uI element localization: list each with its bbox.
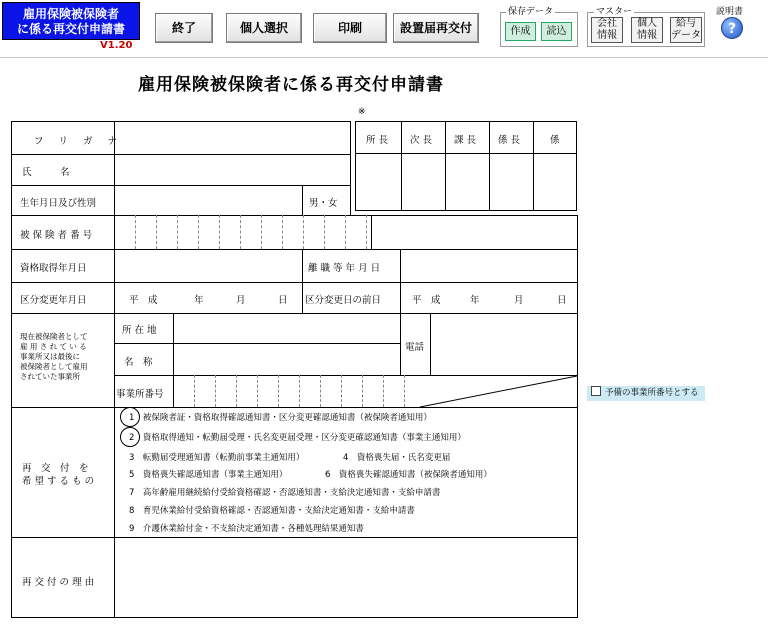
- reissue-option-1[interactable]: 1 被保険者証・資格取得確認通知書・区分変更確認通知書（被保険者通知用）: [129, 413, 432, 423]
- help-label: 説明書: [716, 7, 744, 17]
- insured-no-digit-divider: [366, 215, 367, 249]
- class-prev-year: 年: [470, 295, 480, 306]
- office-no-diagonal: [420, 375, 578, 408]
- create-button[interactable]: 作成: [505, 22, 536, 41]
- furigana-label: フ リ ガ ナ: [34, 136, 124, 147]
- office-no-digit-divider: [362, 375, 363, 407]
- insured-no-digit-divider: [240, 215, 241, 249]
- insured-no-digit-divider: [303, 215, 304, 249]
- insured-no-digit-divider: [198, 215, 199, 249]
- office-no-digit-divider: [320, 375, 321, 407]
- class-change-day: 日: [278, 295, 288, 306]
- app-badge-line1: 雇用保険被保険者: [22, 7, 119, 21]
- personal-info-button[interactable]: 個人 情報: [631, 17, 663, 43]
- spare-office-checkbox[interactable]: [587, 386, 705, 401]
- approval-head-2: 次 長: [410, 135, 433, 146]
- spare-office-checkbox-label: 予備の事業所番号とする: [605, 388, 699, 398]
- class-prev-era: 平 成: [412, 295, 441, 306]
- load-button[interactable]: 読込: [541, 22, 572, 41]
- workplace-name-label: 名 称: [124, 357, 153, 368]
- office-no-digit-divider: [236, 375, 237, 407]
- exit-button[interactable]: 終了: [155, 13, 213, 43]
- reissue-option-2[interactable]: 2 資格取得通知・転勤届受理・氏名変更届受理・区分変更確認通知書（事業主通知用）: [129, 433, 466, 443]
- insured-no-digit-divider: [177, 215, 178, 249]
- class-change-era: 平 成: [129, 295, 158, 306]
- checkbox-icon[interactable]: [591, 386, 601, 396]
- reissue-option-9[interactable]: 9 介護休業給付金・不支給決定通知書・各種処理結果通知書: [129, 524, 364, 534]
- class-change-year: 年: [194, 295, 204, 306]
- insured-no-field[interactable]: [116, 217, 370, 248]
- insured-no-digit-divider: [261, 215, 262, 249]
- approval-head-4: 係 長: [498, 135, 521, 146]
- reissue-option-6[interactable]: 6 資格喪失確認通知書（被保険者通知用）: [325, 470, 492, 480]
- approval-head-5: 係: [550, 135, 560, 146]
- select-person-button[interactable]: 個人選択: [226, 13, 302, 43]
- master-group-label: マスター: [596, 7, 633, 17]
- reissue-option-7[interactable]: 7 高年齢雇用継続給付受給資格確認・否認通知書・支給決定通知書・支給申請書: [129, 488, 441, 498]
- phone-label: 電話: [405, 342, 425, 353]
- office-no-digit-divider: [278, 375, 279, 407]
- save-data-group-label: 保存データ: [508, 7, 554, 17]
- name-label: 氏 名: [22, 167, 70, 178]
- insured-no-digit-divider: [135, 215, 136, 249]
- company-info-button[interactable]: 会社 情報: [591, 17, 623, 43]
- reissue-option-5[interactable]: 5 資格喪失確認通知書（事業主通知用）: [129, 470, 288, 480]
- help-icon[interactable]: ?: [721, 17, 743, 39]
- salary-data-button[interactable]: 給与 データ: [671, 18, 701, 41]
- insured-no-label: 被 保 険 者 番 号: [20, 230, 93, 241]
- address-field[interactable]: [175, 315, 398, 342]
- insured-no-digit-divider: [219, 215, 220, 249]
- reissue-option-8[interactable]: 8 育児休業給付受給資格確認・否認通知書・支給決定通知書・支給申請書: [129, 506, 415, 516]
- reason-field[interactable]: [116, 539, 576, 616]
- address-label: 所 在 地: [122, 325, 157, 336]
- class-prev-day: 日: [557, 295, 567, 306]
- insured-no-digit-divider: [324, 215, 325, 249]
- print-button[interactable]: 印刷: [313, 13, 387, 43]
- office-no-digit-divider: [215, 375, 216, 407]
- office-no-digit-divider: [299, 375, 300, 407]
- reissue-option-3[interactable]: 3 転勤届受理通知書（転勤前事業主通知用）: [129, 453, 305, 463]
- office-no-digit-divider: [383, 375, 384, 407]
- sep-date-field[interactable]: [402, 251, 576, 280]
- acq-date-label: 資格取得年月日: [20, 263, 87, 274]
- furigana-field[interactable]: [116, 123, 348, 153]
- insured-no-digit-divider: [156, 215, 157, 249]
- version-label: V1.20: [100, 40, 133, 51]
- insured-no-digit-divider: [282, 215, 283, 249]
- dob-gender-label: 生年月日及び性別: [20, 198, 97, 209]
- insured-no-digit-divider: [345, 215, 346, 249]
- app-badge-line2: に係る再交付申請書: [16, 22, 125, 36]
- sep-date-label: 離 職 等 年 月 日: [308, 263, 381, 274]
- workplace-name-field[interactable]: [175, 345, 398, 374]
- phone-field[interactable]: [432, 315, 576, 374]
- dob-field[interactable]: [116, 187, 300, 213]
- office-no-digit-divider: [194, 375, 195, 407]
- class-change-month: 月: [236, 295, 246, 306]
- name-field[interactable]: [116, 156, 348, 184]
- approval-head-3: 課 長: [454, 135, 477, 146]
- office-no-digit-divider: [404, 375, 405, 407]
- reason-label: 再 交 付 の 理 由: [22, 577, 95, 588]
- workplace-desc: 現在被保険者として 雇 用 さ れ て い る 事業所又は最後に 被保険者として雇用 されていた事業所: [20, 332, 88, 381]
- form-title: 雇用保険被保険者に係る再交付申請書: [138, 75, 444, 95]
- reissue-label: 再 交 付 を 希 望 す る も の: [22, 463, 95, 487]
- gender-select[interactable]: 男・女: [309, 198, 338, 209]
- office-no-label: 事業所番号: [116, 389, 164, 400]
- class-prev-month: 月: [514, 295, 524, 306]
- office-no-digit-divider: [257, 375, 258, 407]
- class-prev-label: 区分変更日の前日: [305, 295, 382, 306]
- office-no-digit-divider: [341, 375, 342, 407]
- reissue-option-4[interactable]: 4 資格喪失届・氏名変更届: [343, 453, 451, 463]
- approval-head-1: 所 長: [366, 135, 389, 146]
- note-mark: ※: [358, 107, 366, 117]
- class-change-label: 区分変更年月日: [20, 295, 87, 306]
- reissue-setup-button[interactable]: 設置届再交付: [393, 13, 479, 43]
- acq-date-field[interactable]: [116, 251, 300, 280]
